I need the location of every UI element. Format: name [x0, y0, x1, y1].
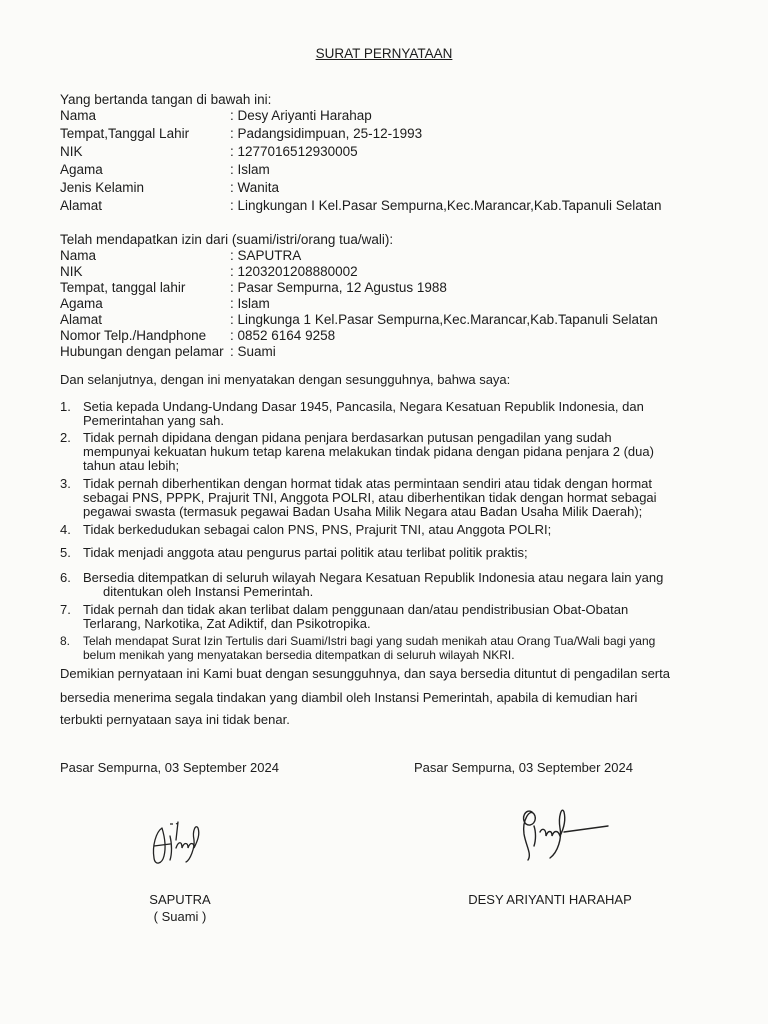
field-label: Agama — [60, 162, 103, 177]
statement-line: Setia kepada Undang-Undang Dasar 1945, Pancasila, Negara Kesatuan Republik Indonesia, dan — [83, 399, 644, 414]
field-label: Alamat — [60, 198, 103, 213]
statement-number: 3. — [60, 476, 71, 491]
declarant-row-name — [60, 108, 372, 126]
field-label: Tempat, tanggal lahir — [60, 280, 186, 295]
closing-line-2: bersedia menerima segala tindakan yang diambil oleh Instansi Pemerintah, apabila di kemudian hari — [60, 690, 638, 705]
field-label: Nama — [60, 108, 97, 123]
statement-line: Bersedia ditempatkan di seluruh wilayah Negara Kesatuan Republik Indonesia atau negara lain yang — [83, 570, 664, 585]
field-label: Alamat — [60, 312, 103, 327]
declarant-row-address — [60, 198, 662, 216]
statement-number: 2. — [60, 430, 71, 445]
statement-number: 5. — [60, 545, 71, 560]
field-value: : Lingkunga 1 Kel.Pasar Sempurna,Kec.Marancar,Kab.Tapanuli Selatan — [230, 312, 658, 327]
field-value: : Islam — [230, 162, 270, 177]
left-signer-role: ( Suami ) — [153, 909, 207, 924]
declarant-row-religion — [60, 162, 270, 180]
right-handwritten-signature — [508, 798, 618, 870]
statement-line: Tidak pernah dipidana dengan pidana penjara berdasarkan putusan pengadilan yang sudah — [83, 430, 612, 445]
statement-line: Telah mendapat Surat Izin Tertulis dari Suami/Istri bagi yang sudah menikah atau Orang Tua/Wali bagi yang — [83, 634, 656, 648]
statement-line: Tidak pernah diberhentikan dengan hormat tidak atas permintaan sendiri atau tidak dengan hormat — [83, 476, 652, 491]
left-signature-date: Pasar Sempurna, 03 September 2024 — [60, 760, 279, 775]
statement-number: 8. — [60, 634, 71, 648]
statement-line: Terlarang, Narkotika, Zat Adiktif, dan Psikotropika. — [83, 616, 371, 631]
closing-line-1: Demikian pernyataan ini Kami buat dengan sesungguhnya, dan saya bersedia dituntut di pengadilan serta — [60, 666, 670, 681]
statement-number: 1. — [60, 399, 71, 414]
statement-line: Tidak menjadi anggota atau pengurus partai politik atau terlibat politik praktis; — [83, 545, 528, 560]
statement-line: Tidak berkedudukan sebagai calon PNS, PNS, Prajurit TNI, atau Anggota POLRI; — [83, 522, 552, 537]
field-value: : Islam — [230, 296, 270, 311]
field-value: : Desy Ariyanti Harahap — [230, 108, 372, 123]
document-title: SURAT PERNYATAAN — [315, 46, 453, 61]
left-handwritten-signature — [140, 816, 220, 876]
right-signer-name: DESY ARIYANTI HARAHAP — [468, 892, 632, 907]
field-value: : Padangsidimpuan, 25-12-1993 — [230, 126, 423, 141]
statement-line: ditentukan oleh Instansi Pemerintah. — [103, 584, 314, 599]
field-label: NIK — [60, 144, 83, 159]
field-value: : Pasar Sempurna, 12 Agustus 1988 — [230, 280, 447, 295]
left-signer-name: SAPUTRA — [149, 892, 211, 907]
statement-line: pegawai swasta (termasuk pegawai Badan Usaha Milik Negara atau Badan Usaha Milik Daerah); — [83, 504, 643, 519]
declarant-row-birth — [60, 126, 422, 144]
field-label: NIK — [60, 264, 83, 279]
field-value: : Suami — [230, 344, 276, 359]
right-signature-date: Pasar Sempurna, 03 September 2024 — [414, 760, 633, 775]
field-label: Jenis Kelamin — [60, 180, 145, 195]
intro-text: Yang bertanda tangan di bawah ini: — [60, 92, 272, 107]
permission-intro: Telah mendapatkan izin dari (suami/istri/orang tua/wali): — [60, 232, 394, 247]
field-label: Nama — [60, 248, 97, 263]
statement-line: sebagai PNS, PPPK, Prajurit TNI, Anggota POLRI, atau diberhentikan tidak dengan hormat sebagai — [83, 490, 657, 505]
field-label: Agama — [60, 296, 103, 311]
statement-line: belum menikah yang menyatakan bersedia ditempatkan di seluruh wilayah NKRI. — [83, 648, 515, 662]
field-value: : Lingkungan I Kel.Pasar Sempurna,Kec.Marancar,Kab.Tapanuli Selatan — [230, 198, 662, 213]
statement-number: 7. — [60, 602, 71, 617]
statement-number: 4. — [60, 522, 71, 537]
declarant-row-gender — [60, 180, 279, 198]
statement-intro: Dan selanjutnya, dengan ini menyatakan dengan sesungguhnya, bahwa saya: — [60, 372, 511, 387]
declarant-row-nik — [60, 144, 358, 162]
statement-line: mempunyai kekuatan hukum tetap karena melakukan tindak pidana dengan pidana penjara 2 (dua) — [83, 444, 654, 459]
guardian-row-relation — [60, 344, 276, 362]
field-value: : 1203201208880002 — [230, 264, 358, 279]
statement-line: tahun atau lebih; — [83, 458, 180, 473]
field-value: : SAPUTRA — [230, 248, 302, 263]
field-value: : Wanita — [230, 180, 280, 195]
closing-line-3: terbukti pernyataan saya ini tidak benar. — [60, 712, 290, 727]
field-value: : 0852 6164 9258 — [230, 328, 336, 343]
field-label: Hubungan dengan pelamar — [60, 344, 224, 359]
statement-line: Tidak pernah dan tidak akan terlibat dalam penggunaan dan/atau pendistribusian Obat-Obatan — [83, 602, 629, 617]
field-label: Nomor Telp./Handphone — [60, 328, 207, 343]
field-label: Tempat,Tanggal Lahir — [60, 126, 190, 141]
statement-number: 6. — [60, 570, 71, 585]
statement-line: Pemerintahan yang sah. — [83, 413, 224, 428]
field-value: : 1277016512930005 — [230, 144, 358, 159]
